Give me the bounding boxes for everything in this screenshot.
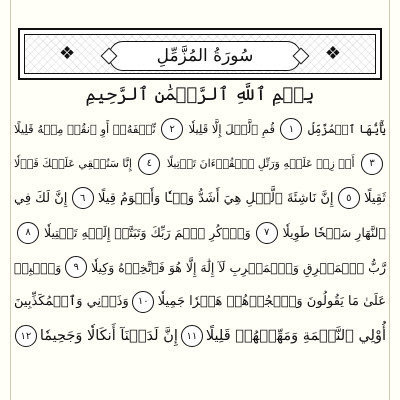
ayah-number-marker: ١٠ xyxy=(132,291,154,313)
verse-text: رَّبُّ ٱلۡمَشۡرِقِ وَٱلۡمَغۡرِبِ لَآ إِلَٰهَ إِلَّا هُوَ فَٱتَّخِذۡهُ وَكِيلٗا xyxy=(91,259,386,275)
ayah-number-marker: ٣ xyxy=(361,153,383,175)
page-edge-left xyxy=(10,0,11,400)
surah-title: سُورَةُ المُزَّمِّلِ xyxy=(156,46,254,66)
verse-text: وَذَرۡنِي وَٱلۡمُكَذِّبِينَ xyxy=(14,294,129,310)
ayah-number-marker: ٨ xyxy=(17,222,39,244)
ornament-right-icon: ❖ xyxy=(324,43,341,64)
verse-text: عَلَىٰ مَا يَقُولُونَ وَٱهۡجُرۡهُمۡ هَجۡرٗا جَمِيلٗا xyxy=(157,294,386,310)
verse-text: أُوْلِي ٱلنَّعۡمَةِ وَمَهِّلۡهُمۡ قَلِيلًا xyxy=(205,328,386,345)
verse-text: ثَقِيلًا xyxy=(364,190,386,206)
verse-line xyxy=(14,147,386,182)
verse-line xyxy=(14,216,386,251)
verse-text: يَٰٓأَيُّهَا ٱلۡمُزَّمِّلُ xyxy=(307,122,386,137)
verse-text: إِنَّا سَنُلۡقِي عَلَيۡكَ قَوۡلٗا xyxy=(14,157,132,171)
basmala: بِسۡمِ ٱللَّهِ ٱلرَّحۡمَٰنِ ٱلرَّحِيمِ xyxy=(85,84,315,105)
verse-text: وَٱذۡكُرِ ٱسۡمَ رَبِّكَ وَتَبَتَّلۡ إِلَيۡهِ تَبۡتِيلٗا xyxy=(44,225,251,241)
ayah-number-marker: ٢ xyxy=(161,118,183,140)
verse-text: إِنَّ لَكَ فِي xyxy=(14,190,68,206)
ayah-number-marker: ٤ xyxy=(138,153,160,175)
verse-text: ٱلنَّهَارِ سَبۡحٗا طَوِيلٗا xyxy=(282,225,386,241)
verse-text: قُمِ ٱلَّيۡلَ إِلَّا قَلِيلٗا xyxy=(188,122,276,137)
ayah-number-marker: ١ xyxy=(280,118,302,140)
verse-line xyxy=(14,112,386,147)
page-edge-right xyxy=(389,0,390,400)
verse-line xyxy=(14,285,386,320)
verse-line xyxy=(14,181,386,216)
ayah-number-marker: ٩ xyxy=(65,256,87,278)
ayah-number-marker: ٦ xyxy=(72,187,94,209)
verse-line xyxy=(14,319,386,354)
verse-line xyxy=(14,250,386,285)
ayah-number-marker: ٥ xyxy=(338,187,360,209)
verse-text: وَٱصۡبِرۡ xyxy=(14,259,62,275)
ornament-left-icon: ❖ xyxy=(59,43,76,64)
ayah-number-marker: ١٢ xyxy=(15,325,37,347)
surah-title-cartouche xyxy=(109,41,301,71)
ayah-number-marker: ١١ xyxy=(181,325,203,347)
verse-text: إِنَّ لَدَيۡنَآ أَنكَالٗا وَجَحِيمٗا xyxy=(39,328,178,345)
verse-text: إِنَّ نَاشِئَةَ ٱلَّيۡلِ هِيَ أَشَدُّ وَطۡـٔٗا وَأَقۡوَمُ قِيلًا xyxy=(98,190,334,206)
surah-header-ornament xyxy=(24,34,376,74)
verse-text: أَوۡ زِدۡ عَلَيۡهِ وَرَتِّلِ ٱلۡقُرۡءَانَ تَرۡتِيلًا xyxy=(166,157,355,171)
verse-text: نِّصۡفَهُۥٓ أَوِ ٱنقُصۡ مِنۡهُ قَلِيلًا xyxy=(14,122,156,137)
ayah-number-marker: ٧ xyxy=(256,222,278,244)
verse-lines xyxy=(14,112,386,354)
surah-header-frame xyxy=(18,28,382,80)
